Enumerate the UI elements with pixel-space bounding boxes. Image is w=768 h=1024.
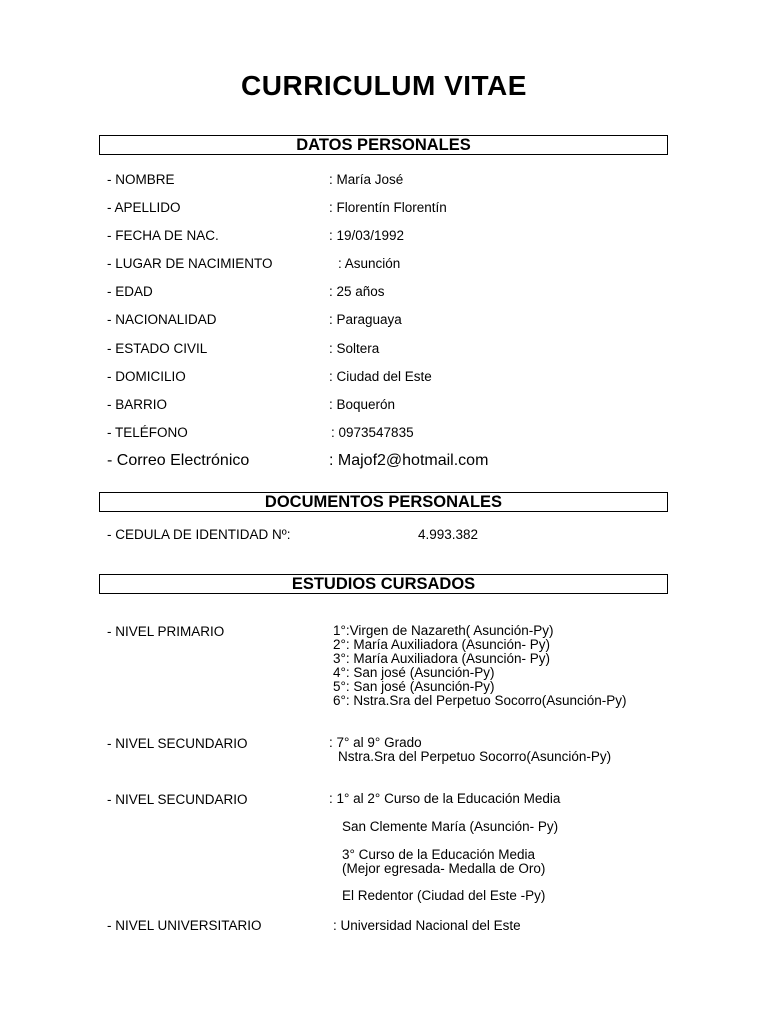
label-nivel-secundario-2: - NIVEL SECUNDARIO [107,792,248,807]
value-telefono: : 0973547835 [331,425,414,440]
secondary2-line-3: 3° Curso de la Educación Media [342,847,536,862]
primary-line-2: 2°: María Auxiliadora (Asunción- Py) [333,637,550,652]
label-domicilio: - DOMICILIO [107,369,186,384]
primary-line-6: 6°: Nstra.Sra del Perpetuo Socorro(Asunción-Py) [333,693,627,708]
label-estado-civil: - ESTADO CIVIL [107,341,208,356]
value-cedula: 4.993.382 [418,527,479,542]
section-heading-studies: ESTUDIOS CURSADOS [99,574,668,594]
primary-line-1: 1°:Virgen de Nazareth( Asunción-Py) [333,623,554,638]
value-barrio: : Boquerón [329,397,396,412]
page-title: CURRICULUM VITAE [241,70,527,101]
value-correo: : Majof2@hotmail.com [329,452,489,469]
value-nombre: : María José [329,172,404,187]
section-heading-personal: DATOS PERSONALES [99,135,668,155]
secondary2-line-1: : 1° al 2° Curso de la Educación Media [329,791,561,806]
value-lugar-nacimiento: : Asunción [338,256,401,271]
label-apellido: - APELLIDO [107,200,181,215]
primary-line-4: 4°: San josé (Asunción-Py) [333,665,495,680]
label-correo: - Correo Electrónico [107,452,250,469]
secondary2-line-2: San Clemente María (Asunción- Py) [342,819,559,834]
value-nacionalidad: : Paraguaya [329,312,402,327]
label-telefono: - TELÉFONO [107,425,188,440]
primary-line-3: 3°: María Auxiliadora (Asunción- Py) [333,651,550,666]
label-nacionalidad: - NACIONALIDAD [107,312,217,327]
value-nivel-universitario: : Universidad Nacional del Este [333,918,521,933]
primary-line-5: 5°: San josé (Asunción-Py) [333,679,495,694]
label-fecha-nac: - FECHA DE NAC. [107,228,219,243]
value-domicilio: : Ciudad del Este [329,369,432,384]
label-lugar-nacimiento: - LUGAR DE NACIMIENTO [107,256,273,271]
label-cedula: - CEDULA DE IDENTIDAD Nº: [107,527,291,542]
value-estado-civil: : Soltera [329,341,380,356]
value-apellido: : Florentín Florentín [329,200,447,215]
label-nivel-universitario: - NIVEL UNIVERSITARIO [107,918,262,933]
label-nombre: - NOMBRE [107,172,175,187]
secondary2-line-5: El Redentor (Ciudad del Este -Py) [342,888,546,903]
secondary1-line-2: Nstra.Sra del Perpetuo Socorro(Asunción-Py) [338,749,612,764]
label-nivel-primario: - NIVEL PRIMARIO [107,624,225,639]
section-heading-documents: DOCUMENTOS PERSONALES [99,492,668,512]
label-barrio: - BARRIO [107,397,168,412]
value-edad: : 25 años [329,284,385,299]
secondary1-line-1: : 7° al 9° Grado [329,735,422,750]
secondary2-line-4: (Mejor egresada- Medalla de Oro) [342,861,546,876]
label-nivel-secundario-1: - NIVEL SECUNDARIO [107,736,248,751]
value-fecha-nac: : 19/03/1992 [329,228,405,243]
label-edad: - EDAD [107,284,153,299]
